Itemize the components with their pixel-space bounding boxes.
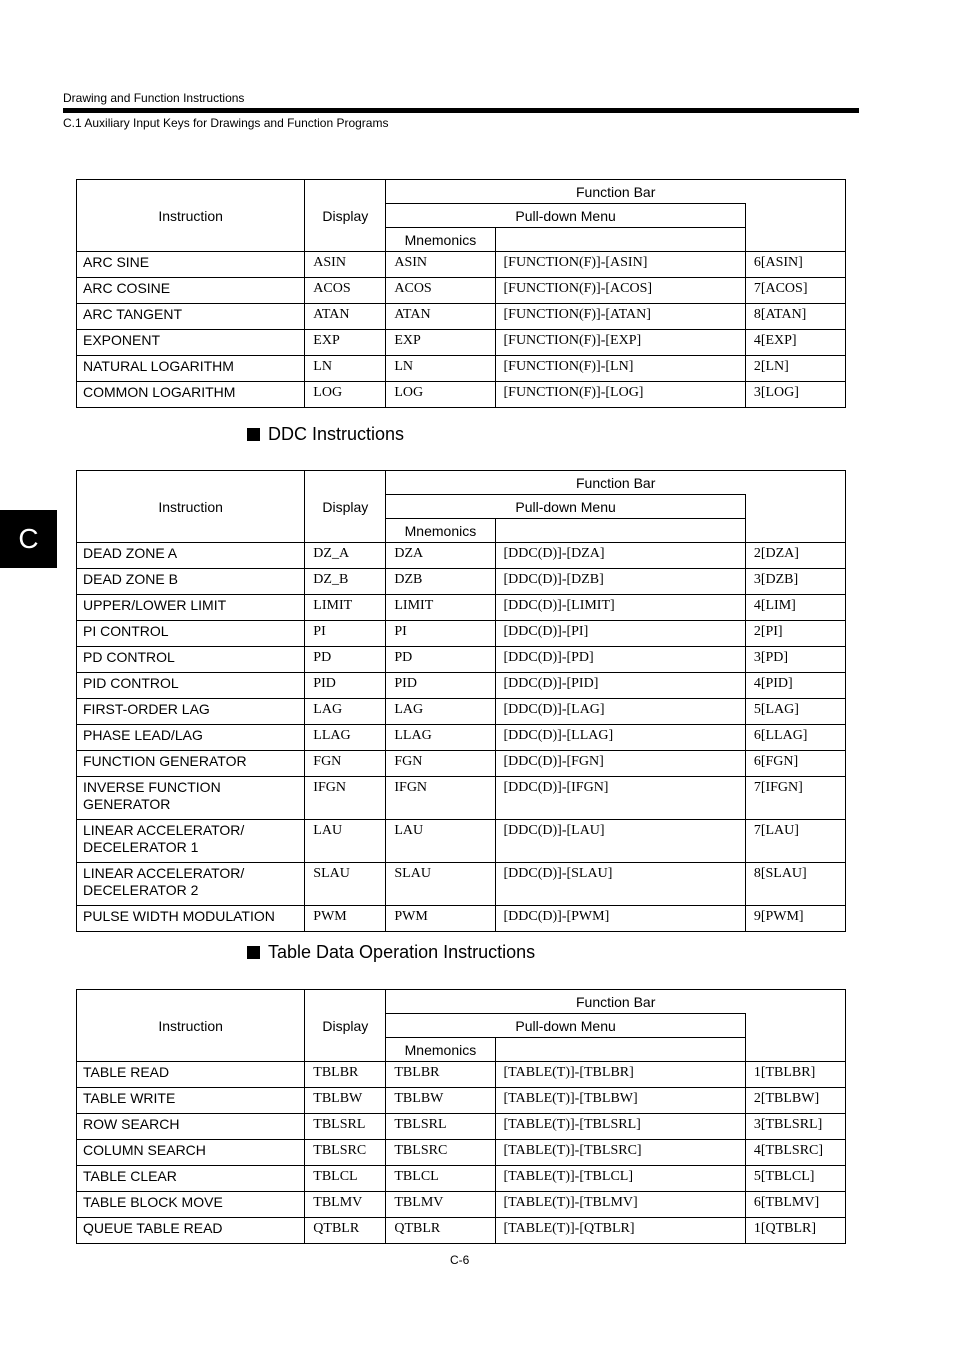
cell-key: 4[EXP] — [745, 330, 845, 356]
cell-instruction: QUEUE TABLE READ — [77, 1218, 305, 1244]
cell-menu: [FUNCTION(F)]-[ASIN] — [495, 252, 745, 278]
page-header-title: Drawing and Function Instructions — [63, 91, 245, 105]
cell-display: FGN — [305, 751, 386, 777]
cell-key: 3[LOG] — [745, 382, 845, 408]
table-row — [77, 1088, 846, 1114]
cell-key: 7[LAU] — [745, 820, 845, 863]
col-header-menu-spacer — [495, 1038, 745, 1062]
table-row — [77, 382, 846, 408]
col-header-key-spacer — [745, 204, 845, 252]
cell-menu: [DDC(D)]-[PID] — [495, 673, 745, 699]
table-header — [77, 180, 846, 252]
cell-instruction: TABLE READ — [77, 1062, 305, 1088]
cell-display: IFGN — [305, 777, 386, 820]
cell-key: 1[TBLBR] — [745, 1062, 845, 1088]
cell-mnemonic: PID — [386, 673, 495, 699]
table-row — [77, 1114, 846, 1140]
section-heading-table-data — [247, 942, 535, 963]
cell-menu: [TABLE(T)]-[TBLBR] — [495, 1062, 745, 1088]
col-header-mnemonics: Mnemonics — [386, 519, 495, 543]
table-row — [77, 330, 846, 356]
cell-key: 8[ATAN] — [745, 304, 845, 330]
cell-menu: [TABLE(T)]-[TBLCL] — [495, 1166, 745, 1192]
cell-key: 2[DZA] — [745, 543, 845, 569]
col-header-function-bar: Function Bar — [386, 471, 846, 495]
cell-menu: [FUNCTION(F)]-[LOG] — [495, 382, 745, 408]
cell-mnemonic: QTBLR — [386, 1218, 495, 1244]
table-row — [77, 356, 846, 382]
cell-menu: [FUNCTION(F)]-[EXP] — [495, 330, 745, 356]
cell-mnemonic: LOG — [386, 382, 495, 408]
table-header — [77, 471, 846, 543]
cell-instruction: NATURAL LOGARITHM — [77, 356, 305, 382]
cell-display: DZ_B — [305, 569, 386, 595]
cell-mnemonic: TBLMV — [386, 1192, 495, 1218]
cell-display: PID — [305, 673, 386, 699]
cell-instruction: PULSE WIDTH MODULATION — [77, 906, 305, 932]
cell-mnemonic: LAG — [386, 699, 495, 725]
table-row — [77, 725, 846, 751]
col-header-instruction: Instruction — [77, 471, 305, 543]
table-body — [77, 1062, 846, 1244]
page-header-subtitle: C.1 Auxiliary Input Keys for Drawings and Function Programs — [63, 116, 389, 130]
cell-display: DZ_A — [305, 543, 386, 569]
cell-key: 7[IFGN] — [745, 777, 845, 820]
table-row — [77, 252, 846, 278]
table-row — [77, 751, 846, 777]
cell-display: TBLBR — [305, 1062, 386, 1088]
cell-instruction: COLUMN SEARCH — [77, 1140, 305, 1166]
cell-key: 4[TBLSRC] — [745, 1140, 845, 1166]
table-row — [77, 569, 846, 595]
col-header-pulldown-menu: Pull-down Menu — [386, 204, 745, 228]
col-header-display: Display — [305, 471, 386, 543]
cell-key: 2[PI] — [745, 621, 845, 647]
cell-display: LAG — [305, 699, 386, 725]
cell-display: LIMIT — [305, 595, 386, 621]
cell-menu: [DDC(D)]-[LAG] — [495, 699, 745, 725]
cell-menu: [TABLE(T)]-[TBLMV] — [495, 1192, 745, 1218]
col-header-pulldown-menu: Pull-down Menu — [386, 495, 745, 519]
cell-instruction: PI CONTROL — [77, 621, 305, 647]
cell-instruction: COMMON LOGARITHM — [77, 382, 305, 408]
table-row — [77, 820, 846, 863]
appendix-side-tab: C — [0, 510, 57, 568]
square-bullet-icon — [247, 428, 260, 441]
cell-menu: [DDC(D)]-[LAU] — [495, 820, 745, 863]
cell-mnemonic: FGN — [386, 751, 495, 777]
cell-display: ASIN — [305, 252, 386, 278]
cell-key: 2[TBLBW] — [745, 1088, 845, 1114]
cell-mnemonic: DZB — [386, 569, 495, 595]
cell-instruction: ARC SINE — [77, 252, 305, 278]
col-header-display: Display — [305, 180, 386, 252]
section-heading-text: Table Data Operation Instructions — [268, 942, 536, 962]
cell-menu: [DDC(D)]-[DZA] — [495, 543, 745, 569]
table-row — [77, 777, 846, 820]
cell-key: 3[DZB] — [745, 569, 845, 595]
cell-menu: [TABLE(T)]-[QTBLR] — [495, 1218, 745, 1244]
col-header-pulldown-menu: Pull-down Menu — [386, 1014, 745, 1038]
cell-mnemonic: PI — [386, 621, 495, 647]
cell-key: 6[ASIN] — [745, 252, 845, 278]
col-header-function-bar: Function Bar — [386, 990, 846, 1014]
cell-display: LLAG — [305, 725, 386, 751]
cell-key: 7[ACOS] — [745, 278, 845, 304]
cell-instruction: TABLE CLEAR — [77, 1166, 305, 1192]
col-header-menu-spacer — [495, 228, 745, 252]
cell-mnemonic: TBLCL — [386, 1166, 495, 1192]
cell-key: 3[TBLSRL] — [745, 1114, 845, 1140]
cell-menu: [TABLE(T)]-[TBLBW] — [495, 1088, 745, 1114]
cell-menu: [DDC(D)]-[PD] — [495, 647, 745, 673]
cell-display: TBLMV — [305, 1192, 386, 1218]
cell-mnemonic: EXP — [386, 330, 495, 356]
cell-mnemonic: ASIN — [386, 252, 495, 278]
cell-instruction: TABLE WRITE — [77, 1088, 305, 1114]
header-rule — [63, 108, 859, 113]
table-row — [77, 673, 846, 699]
cell-instruction: DEAD ZONE A — [77, 543, 305, 569]
cell-display: SLAU — [305, 863, 386, 906]
col-header-mnemonics: Mnemonics — [386, 1038, 495, 1062]
cell-instruction: PHASE LEAD/LAG — [77, 725, 305, 751]
cell-mnemonic: TBLBR — [386, 1062, 495, 1088]
cell-display: TBLCL — [305, 1166, 386, 1192]
cell-mnemonic: SLAU — [386, 863, 495, 906]
cell-instruction: ARC COSINE — [77, 278, 305, 304]
cell-display: PI — [305, 621, 386, 647]
cell-display: LAU — [305, 820, 386, 863]
table-row — [77, 1218, 846, 1244]
cell-mnemonic: IFGN — [386, 777, 495, 820]
cell-menu: [DDC(D)]-[IFGN] — [495, 777, 745, 820]
cell-instruction: PD CONTROL — [77, 647, 305, 673]
cell-key: 4[PID] — [745, 673, 845, 699]
cell-key: 6[LLAG] — [745, 725, 845, 751]
cell-mnemonic: LIMIT — [386, 595, 495, 621]
square-bullet-icon — [247, 946, 260, 959]
function-instructions-table — [76, 179, 846, 408]
col-header-key-spacer — [745, 1014, 845, 1062]
cell-display: EXP — [305, 330, 386, 356]
col-header-instruction: Instruction — [77, 180, 305, 252]
cell-instruction: PID CONTROL — [77, 673, 305, 699]
cell-instruction: INVERSE FUNCTION GENERATOR — [77, 777, 305, 820]
cell-menu: [DDC(D)]-[SLAU] — [495, 863, 745, 906]
ddc-instructions-table — [76, 470, 846, 932]
table-row — [77, 621, 846, 647]
cell-menu: [DDC(D)]-[LIMIT] — [495, 595, 745, 621]
cell-key: 5[LAG] — [745, 699, 845, 725]
table-row — [77, 278, 846, 304]
table-row — [77, 543, 846, 569]
cell-mnemonic: PD — [386, 647, 495, 673]
cell-key: 6[TBLMV] — [745, 1192, 845, 1218]
col-header-display: Display — [305, 990, 386, 1062]
cell-menu: [FUNCTION(F)]-[LN] — [495, 356, 745, 382]
cell-display: TBLBW — [305, 1088, 386, 1114]
cell-menu: [DDC(D)]-[DZB] — [495, 569, 745, 595]
cell-display: ATAN — [305, 304, 386, 330]
cell-display: QTBLR — [305, 1218, 386, 1244]
cell-key: 6[FGN] — [745, 751, 845, 777]
table-row — [77, 863, 846, 906]
table-row — [77, 906, 846, 932]
table-row — [77, 1166, 846, 1192]
col-header-mnemonics: Mnemonics — [386, 228, 495, 252]
cell-mnemonic: TBLSRC — [386, 1140, 495, 1166]
cell-instruction: TABLE BLOCK MOVE — [77, 1192, 305, 1218]
cell-instruction: LINEAR ACCELERATOR/ DECELERATOR 1 — [77, 820, 305, 863]
cell-mnemonic: PWM — [386, 906, 495, 932]
cell-instruction: UPPER/LOWER LIMIT — [77, 595, 305, 621]
table-header — [77, 990, 846, 1062]
cell-key: 9[PWM] — [745, 906, 845, 932]
section-heading-text: DDC Instructions — [268, 424, 405, 444]
cell-display: TBLSRL — [305, 1114, 386, 1140]
cell-display: LOG — [305, 382, 386, 408]
cell-key: 8[SLAU] — [745, 863, 845, 906]
cell-mnemonic: DZA — [386, 543, 495, 569]
table-row — [77, 1192, 846, 1218]
cell-menu: [TABLE(T)]-[TBLSRL] — [495, 1114, 745, 1140]
table-body — [77, 252, 846, 408]
cell-menu: [DDC(D)]-[LLAG] — [495, 725, 745, 751]
table-data-instructions-table — [76, 989, 846, 1244]
cell-key: 3[PD] — [745, 647, 845, 673]
table-row — [77, 647, 846, 673]
cell-menu: [TABLE(T)]-[TBLSRC] — [495, 1140, 745, 1166]
cell-menu: [FUNCTION(F)]-[ACOS] — [495, 278, 745, 304]
cell-key: 2[LN] — [745, 356, 845, 382]
cell-display: TBLSRC — [305, 1140, 386, 1166]
cell-instruction: LINEAR ACCELERATOR/ DECELERATOR 2 — [77, 863, 305, 906]
table-row — [77, 595, 846, 621]
col-header-instruction: Instruction — [77, 990, 305, 1062]
cell-display: PWM — [305, 906, 386, 932]
section-heading-ddc — [247, 424, 404, 445]
table-row — [77, 304, 846, 330]
cell-mnemonic: TBLSRL — [386, 1114, 495, 1140]
cell-mnemonic: ATAN — [386, 304, 495, 330]
table-row — [77, 699, 846, 725]
cell-display: LN — [305, 356, 386, 382]
cell-instruction: ROW SEARCH — [77, 1114, 305, 1140]
table-row — [77, 1140, 846, 1166]
cell-key: 1[QTBLR] — [745, 1218, 845, 1244]
col-header-menu-spacer — [495, 519, 745, 543]
cell-menu: [DDC(D)]-[PWM] — [495, 906, 745, 932]
table-body — [77, 543, 846, 932]
cell-instruction: EXPONENT — [77, 330, 305, 356]
cell-key: 4[LIM] — [745, 595, 845, 621]
col-header-key-spacer — [745, 495, 845, 543]
cell-mnemonic: LAU — [386, 820, 495, 863]
page-number: C-6 — [450, 1253, 470, 1267]
cell-mnemonic: LLAG — [386, 725, 495, 751]
cell-instruction: FIRST-ORDER LAG — [77, 699, 305, 725]
col-header-function-bar: Function Bar — [386, 180, 846, 204]
cell-instruction: DEAD ZONE B — [77, 569, 305, 595]
table-row — [77, 1062, 846, 1088]
cell-menu: [FUNCTION(F)]-[ATAN] — [495, 304, 745, 330]
cell-mnemonic: LN — [386, 356, 495, 382]
cell-menu: [DDC(D)]-[PI] — [495, 621, 745, 647]
cell-display: PD — [305, 647, 386, 673]
cell-mnemonic: TBLBW — [386, 1088, 495, 1114]
cell-menu: [DDC(D)]-[FGN] — [495, 751, 745, 777]
cell-key: 5[TBLCL] — [745, 1166, 845, 1192]
cell-mnemonic: ACOS — [386, 278, 495, 304]
cell-instruction: FUNCTION GENERATOR — [77, 751, 305, 777]
cell-display: ACOS — [305, 278, 386, 304]
cell-instruction: ARC TANGENT — [77, 304, 305, 330]
